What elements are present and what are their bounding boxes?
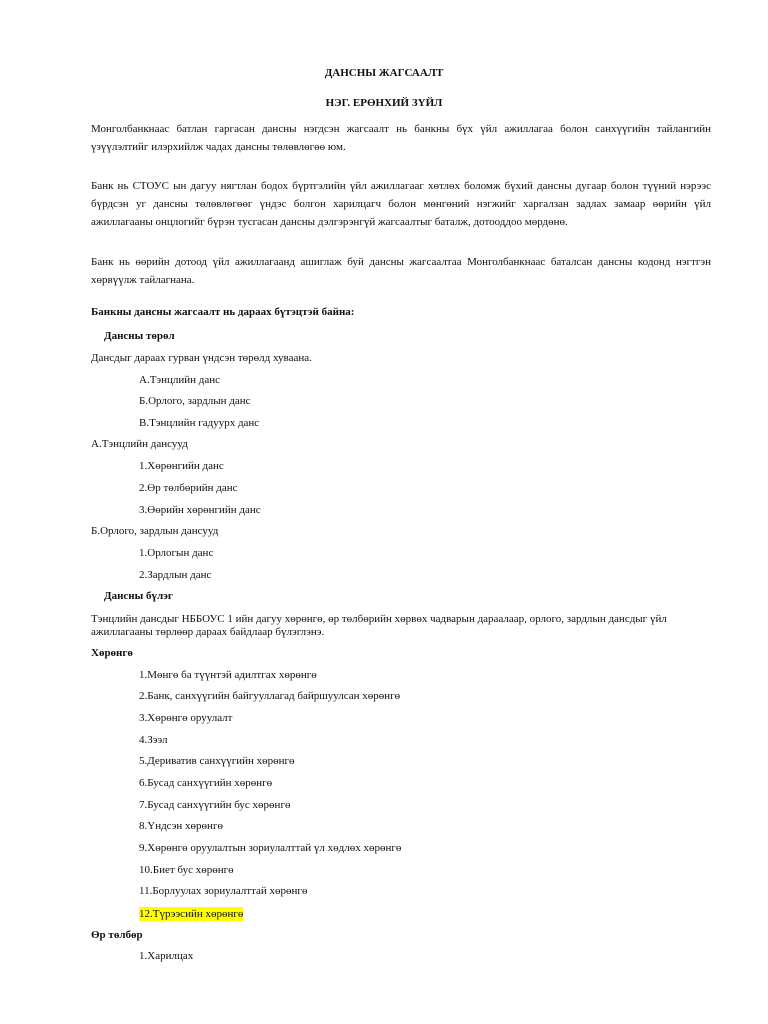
list-item: 1.Харилцах: [139, 950, 194, 962]
paragraph-intro: Монголбанкнаас батлан гаргасан дансны нэгдсэн жагсаалт нь банкны бүх үйл ажиллагаа болон санхүүгийн тайлангийн үзүүлэлтийг илэрхийлж чадах дансны төлөвлөгөө юм.: [91, 123, 711, 153]
list-item: В.Тэнцлийн гадуурх данс: [139, 417, 260, 429]
list-item: 3.Хөрөнгө оруулалт: [139, 712, 233, 724]
list-item: А.Тэнцлийн данс: [139, 374, 221, 386]
list-item: 10.Биет бус хөрөнгө: [139, 864, 234, 876]
list-item: 2.Банк, санхүүгийн байгууллагад байршуулсан хөрөнгө: [139, 690, 401, 702]
list-item: 6.Бусад санхүүгийн хөрөнгө: [139, 777, 273, 789]
list-item: 3.Өөрийн хөрөнгийн данс: [139, 504, 261, 516]
list-item: 7.Бусад санхүүгийн бус хөрөнгө: [139, 799, 291, 811]
list-item: 4.Зээл: [139, 734, 168, 746]
list-item: 2.Өр төлбөрийн данс: [139, 482, 238, 494]
group-intro-line2: ажиллагааны төрлөөр дараах байдлаар бүлэглэнэ.: [91, 626, 325, 638]
document-title: ДАНСНЫ ЖАГСААЛТ: [324, 67, 444, 79]
highlighted-list-item: 12.Түрээсийн хөрөнгө: [139, 908, 244, 920]
type-intro: Дансдыг дараах гурван үндсэн төрөлд хуваана.: [91, 352, 312, 364]
list-item: 2.Зардлын данс: [139, 569, 212, 581]
list-item: 1.Мөнгө ба түүнтэй адилтгах хөрөнгө: [139, 669, 317, 681]
balance-heading: А.Тэнцлийн дансууд: [91, 438, 188, 450]
list-item: 8.Үндсэн хөрөнгө: [139, 820, 223, 832]
group-intro-line1: Тэнцлийн дансдыг НББОУС 1 ийн дагуу хөрөнгө, өр төлбөрийн хөрвөх чадварын дараалаар, орлого, зардлын дансдыг үйл: [91, 613, 667, 625]
asset-heading: Хөрөнгө: [91, 647, 133, 659]
list-item: 11.Борлуулах зориулалттай хөрөнгө: [139, 885, 308, 897]
list-item: 9.Хөрөнгө оруулалтын зориулалттай үл хөдлөх хөрөнгө: [139, 842, 402, 854]
structure-heading: Банкны дансны жагсаалт нь дараах бүтэцтэй байна:: [91, 306, 355, 318]
list-item: Б.Орлого, зардлын данс: [139, 395, 251, 407]
list-item: 1.Хөрөнгийн данс: [139, 460, 224, 472]
liability-heading: Өр төлбөр: [91, 929, 143, 941]
paragraph-reporting: Банк нь өөрийн дотоод үйл ажиллагаанд ашиглаж буй дансны жагсаалтаа Монголбанкнаас баталсан дансны кодонд нэгтгэн хөрвүүлж тайлагнана.: [91, 256, 711, 286]
type-heading: Дансны төрөл: [104, 330, 175, 342]
list-item: 1.Орлогын данс: [139, 547, 214, 559]
section-title: НЭГ. ЕРӨНХИЙ ЗҮЙЛ: [325, 97, 443, 109]
list-item: 5.Дериватив санхүүгийн хөрөнгө: [139, 755, 295, 767]
income-heading: Б.Орлого, зардлын дансууд: [91, 525, 219, 537]
paragraph-banking: Банк нь СТОУС ын дагуу нягтлан бодох бүртгэлийн үйл ажиллагааг хөтлөх боломж бүхий дансны дугаар болон түүний нэрээс бүрдсэн уг дансны төлөвлөгөөг үндэс болгон харилцагч болон мөнгөний нэгжийг харгалзан задлах замаар өөрийн үйл ажиллагааны онцлогийг бүрэн тусгасан дансны дэлгэрэнгүй жагсаалтыг баталж, дотооддоо мөрдөнө.: [91, 180, 711, 228]
group-heading: Дансны бүлэг: [104, 590, 173, 602]
